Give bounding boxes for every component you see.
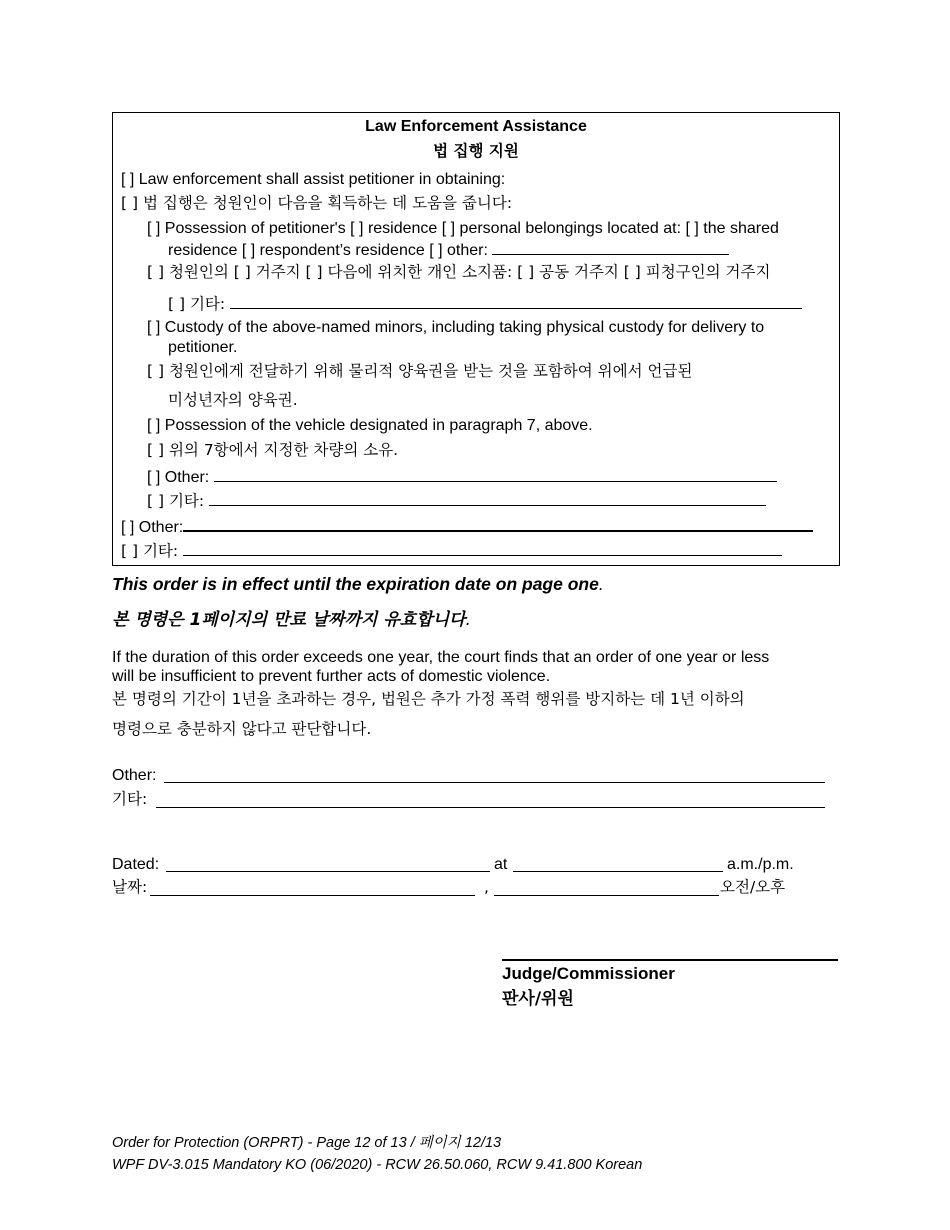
intro-en: [ ] Law enforcement shall assist petitioner in obtaining:	[121, 171, 506, 188]
other-en-line[interactable]	[164, 782, 825, 783]
footer-line1: Order for Protection (ORPRT) - Page 12 of 13 / 페이지 12/13	[112, 1135, 502, 1151]
intro-ko: [ ] 법 집행은 청원인이 다음을 획득하는 데 도움을 줍니다:	[121, 194, 513, 212]
duration-en-line1: If the duration of this order exceeds one year, the court finds that an order of one year or less	[112, 649, 770, 666]
custody-en-line2: petitioner.	[168, 339, 238, 356]
other-en-field[interactable]	[183, 515, 813, 532]
box-title-ko: 법 집행 지원	[433, 142, 519, 160]
custody-en-line1: [ ] Custody of the above-named minors, including taking physical custody for delivery to	[147, 319, 765, 336]
custody-ko-line1: [ ] 청원인에게 전달하기 위해 물리적 양육권을 받는 것을 포함하여 위에서 언급된	[147, 362, 693, 380]
dated-ko-comma: ,	[484, 878, 489, 896]
dated-ko-ampm-label: 오전/오후	[720, 878, 786, 896]
sub-other-en: [ ] Other:	[147, 466, 777, 487]
possession-ko-other-field[interactable]	[230, 293, 802, 309]
dated-at-label: at	[494, 856, 508, 873]
vehicle-en: [ ] Possession of the vehicle designated in paragraph 7, above.	[147, 417, 593, 434]
other-en: [ ] Other:	[121, 515, 813, 537]
sub-other-ko-field[interactable]	[209, 490, 766, 506]
duration-ko-line1: 본 명령의 기간이 1년을 초과하는 경우, 법원은 추가 가정 폭력 행위를 방지하는 데 1년 이하의	[112, 690, 745, 708]
sub-other-ko: [ ] 기타:	[147, 490, 766, 511]
duration-ko-line2: 명령으로 충분하지 않다고 판단합니다.	[112, 720, 372, 738]
box-title-en: Law Enforcement Assistance	[365, 118, 587, 135]
dated-time-field[interactable]	[513, 871, 723, 872]
dated-label-en: Dated:	[112, 856, 160, 873]
custody-ko-line2: 미성년자의 양육권.	[168, 391, 298, 409]
other-ko: [ ] 기타:	[121, 540, 782, 561]
other-label-en: Other:	[112, 767, 157, 784]
possession-en-line2: residence [ ] respondent’s residence [ ] other:	[168, 239, 729, 260]
effect-statement-en: This order is in effect until the expiration date on page one.	[112, 574, 604, 594]
dated-ko-time-field[interactable]	[494, 895, 719, 896]
dated-ampm-label: a.m./p.m.	[727, 856, 794, 873]
judge-title-ko: 판사/위원	[502, 989, 574, 1009]
footer-line2: WPF DV-3.015 Mandatory KO (06/2020) - RCW 26.50.060, RCW 9.41.800 Korean	[112, 1157, 643, 1173]
duration-en-line2: will be insufficient to prevent further acts of domestic violence.	[112, 668, 551, 685]
judge-title-en: Judge/Commissioner	[502, 964, 675, 983]
dated-ko-date-field[interactable]	[150, 895, 475, 896]
possession-ko-line1: [ ] 청원인의 [ ] 거주지 [ ] 다음에 위치한 개인 소지품: [ ] 공동 거주지 [ ] 피청구인의 거주지	[147, 263, 771, 281]
sub-other-en-field[interactable]	[214, 466, 777, 482]
possession-en-line1: [ ] Possession of petitioner's [ ] residence [ ] personal belongings located at: [ ] the shared	[147, 220, 779, 237]
possession-ko-line2: [ ] 기타:	[168, 293, 802, 314]
other-ko-field[interactable]	[183, 540, 782, 556]
dated-date-field[interactable]	[166, 871, 490, 872]
other-label-ko: 기타:	[112, 790, 148, 808]
vehicle-ko: [ ] 위의 7항에서 지정한 차량의 소유.	[147, 441, 399, 459]
possession-other-field[interactable]	[492, 239, 729, 255]
dated-label-ko: 날짜:	[112, 878, 148, 896]
other-ko-line[interactable]	[156, 807, 825, 808]
judge-signature-line[interactable]	[502, 959, 838, 961]
effect-statement-ko: 본 명령은 1페이지의 만료 날짜까지 유효합니다.	[112, 610, 471, 630]
